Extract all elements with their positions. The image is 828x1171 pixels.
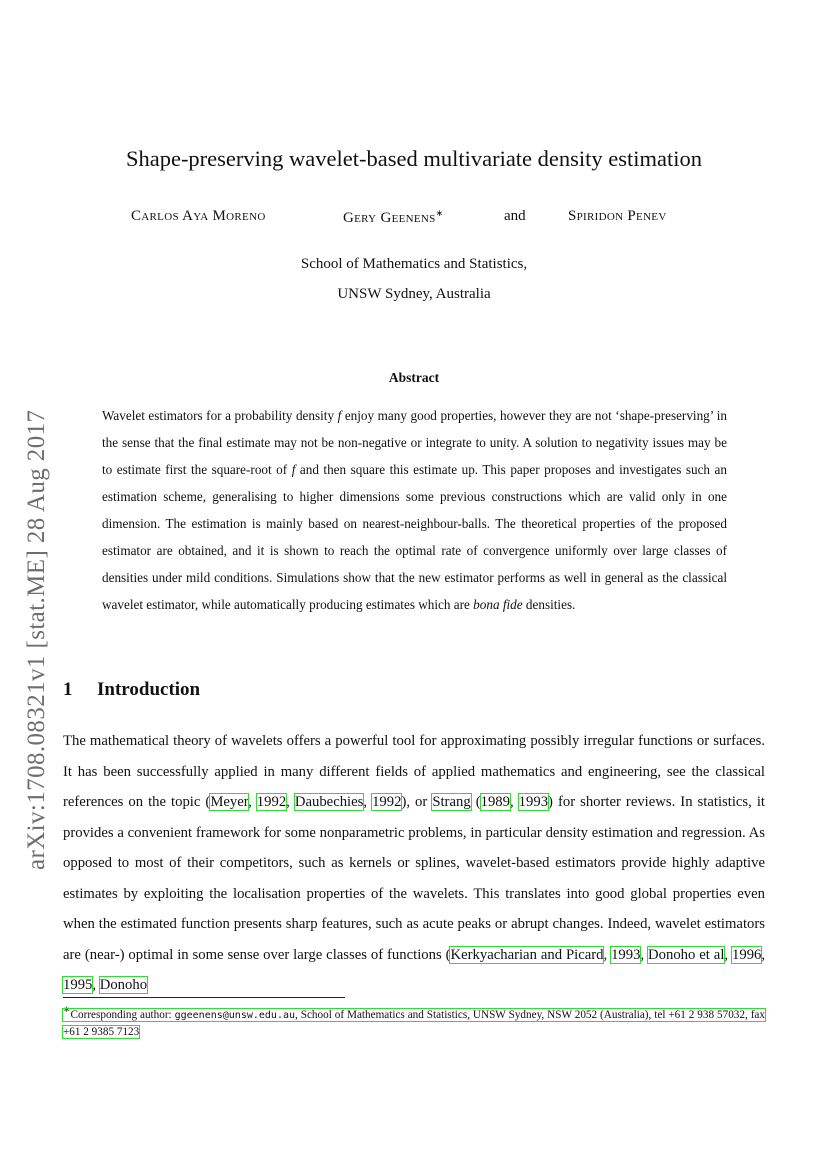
emphasis-bona-fide: bona fide bbox=[473, 597, 523, 612]
author-3: Spiridon Penev bbox=[568, 208, 667, 224]
body-text: ( bbox=[470, 794, 481, 810]
citation-link[interactable]: Daubechies bbox=[294, 794, 364, 810]
citation-link[interactable]: Donoho bbox=[99, 977, 148, 993]
intro-paragraph bbox=[63, 726, 765, 1001]
abstract-text: and then square this estimate up. This paper proposes and investigates such an estimation scheme, generalising to higher dimensions some previous constructions which are valid only in one dimension. The estimation is mainly based on nearest-neighbour-balls. The theoretical properties of the proposed estimator are obtained, and it is shown to reach the optimal rate of convergence uniformly over large classes of densities under mild conditions. Simulations show that the new estimator performs as well in general as the classical wavelet estimator, while automatically producing estimates which are bbox=[102, 462, 727, 612]
footnote-text: , School of Mathematics and Statistics, UNSW Sydney, NSW 2052 (Australia), tel +61 2 938 57032, fax +61 2 9385 7123 bbox=[63, 1009, 765, 1038]
citation-link[interactable]: Kerkyacharian and Picard bbox=[450, 946, 604, 963]
footnote bbox=[63, 1001, 765, 1041]
author-2 bbox=[343, 208, 443, 227]
section-number: 1 bbox=[63, 679, 73, 700]
abstract-heading: Abstract bbox=[388, 370, 440, 385]
body-text: , bbox=[761, 946, 766, 963]
body-text: , bbox=[363, 794, 373, 810]
citation-link[interactable]: Meyer bbox=[210, 794, 249, 810]
citation-link[interactable]: 1995 bbox=[63, 977, 93, 993]
body-text: ), or bbox=[401, 794, 433, 810]
affiliation-line-1: School of Mathematics and Statistics, bbox=[300, 256, 528, 272]
abstract-text: Wavelet estimators for a probability density bbox=[102, 408, 338, 423]
footnote-marker[interactable]: ∗ bbox=[435, 208, 444, 218]
footnote-link-box[interactable] bbox=[63, 1004, 765, 1038]
math-f: f bbox=[291, 462, 296, 477]
citation-link[interactable]: 1993 bbox=[518, 794, 549, 810]
body-text: , bbox=[724, 946, 732, 963]
citation-link[interactable]: Donoho et al bbox=[648, 946, 725, 963]
author-1: Carlos Aya Moreno bbox=[131, 208, 266, 224]
body-text: ) for shorter reviews. In statistics, it provides a convenient framework for some nonparametric problems, in particular density estimation and regression. As opposed to most of their competitors, such as kernels or splines, wavelet-based estimators provide highly adaptive estimates by exploiting the localisation properties of the wavelets. This translates into good global properties even when the estimated function presents sharp features, such as acute peaks or abrupt changes. Indeed, wavelet estimators are (near-) optimal in some sense over large classes of functions ( bbox=[63, 794, 766, 963]
citation-link[interactable]: 1992 bbox=[256, 794, 287, 810]
citation-link[interactable]: 1993 bbox=[611, 946, 641, 963]
email-address: ggeenens@unsw.edu.au bbox=[174, 1010, 296, 1021]
paper-title: Shape-preserving wavelet-based multivariate density estimation bbox=[125, 146, 703, 171]
section-heading bbox=[63, 679, 463, 701]
author-2-name: Gery Geenens bbox=[343, 210, 436, 226]
citation-link[interactable]: 1989 bbox=[480, 794, 510, 810]
affiliation-line-2: UNSW Sydney, Australia bbox=[337, 286, 491, 302]
body-text: , bbox=[248, 794, 257, 810]
abstract-body bbox=[102, 402, 727, 618]
footnote-divider bbox=[63, 997, 345, 998]
citation-link[interactable]: 1992 bbox=[372, 794, 402, 810]
author-conjunction: and bbox=[504, 208, 526, 224]
section-title: Introduction bbox=[97, 679, 201, 700]
math-f: f bbox=[337, 408, 342, 423]
body-text: , bbox=[92, 977, 100, 993]
author-list bbox=[60, 208, 768, 230]
abstract-text: enjoy many good properties, however they are not ‘shape-preserving’ in the sense that the final estimate may not be non-negative or integrate to unity. A solution to negativity issues may be to estimate first the square-root of bbox=[102, 408, 727, 477]
body-text: , bbox=[286, 794, 295, 810]
arxiv-identifier: arXiv:1708.08321v1 [stat.ME] 28 Aug 2017 bbox=[23, 409, 50, 870]
footnote-mark: ∗ bbox=[63, 1004, 71, 1014]
body-text: , bbox=[640, 946, 649, 963]
body-text: , bbox=[509, 794, 519, 810]
body-text: , bbox=[603, 946, 612, 963]
abstract-text: densities. bbox=[522, 597, 576, 612]
footnote-text: Corresponding author: bbox=[70, 1009, 175, 1021]
citation-link[interactable]: 1996 bbox=[732, 946, 762, 963]
body-text: The mathematical theory of wavelets offers a powerful tool for approximating possibly irregular functions or surfaces. It has been successfully applied in many different fields of applied mathematics and engineering, see the classical references on the topic ( bbox=[63, 733, 765, 810]
citation-link[interactable]: Strang bbox=[432, 794, 471, 810]
